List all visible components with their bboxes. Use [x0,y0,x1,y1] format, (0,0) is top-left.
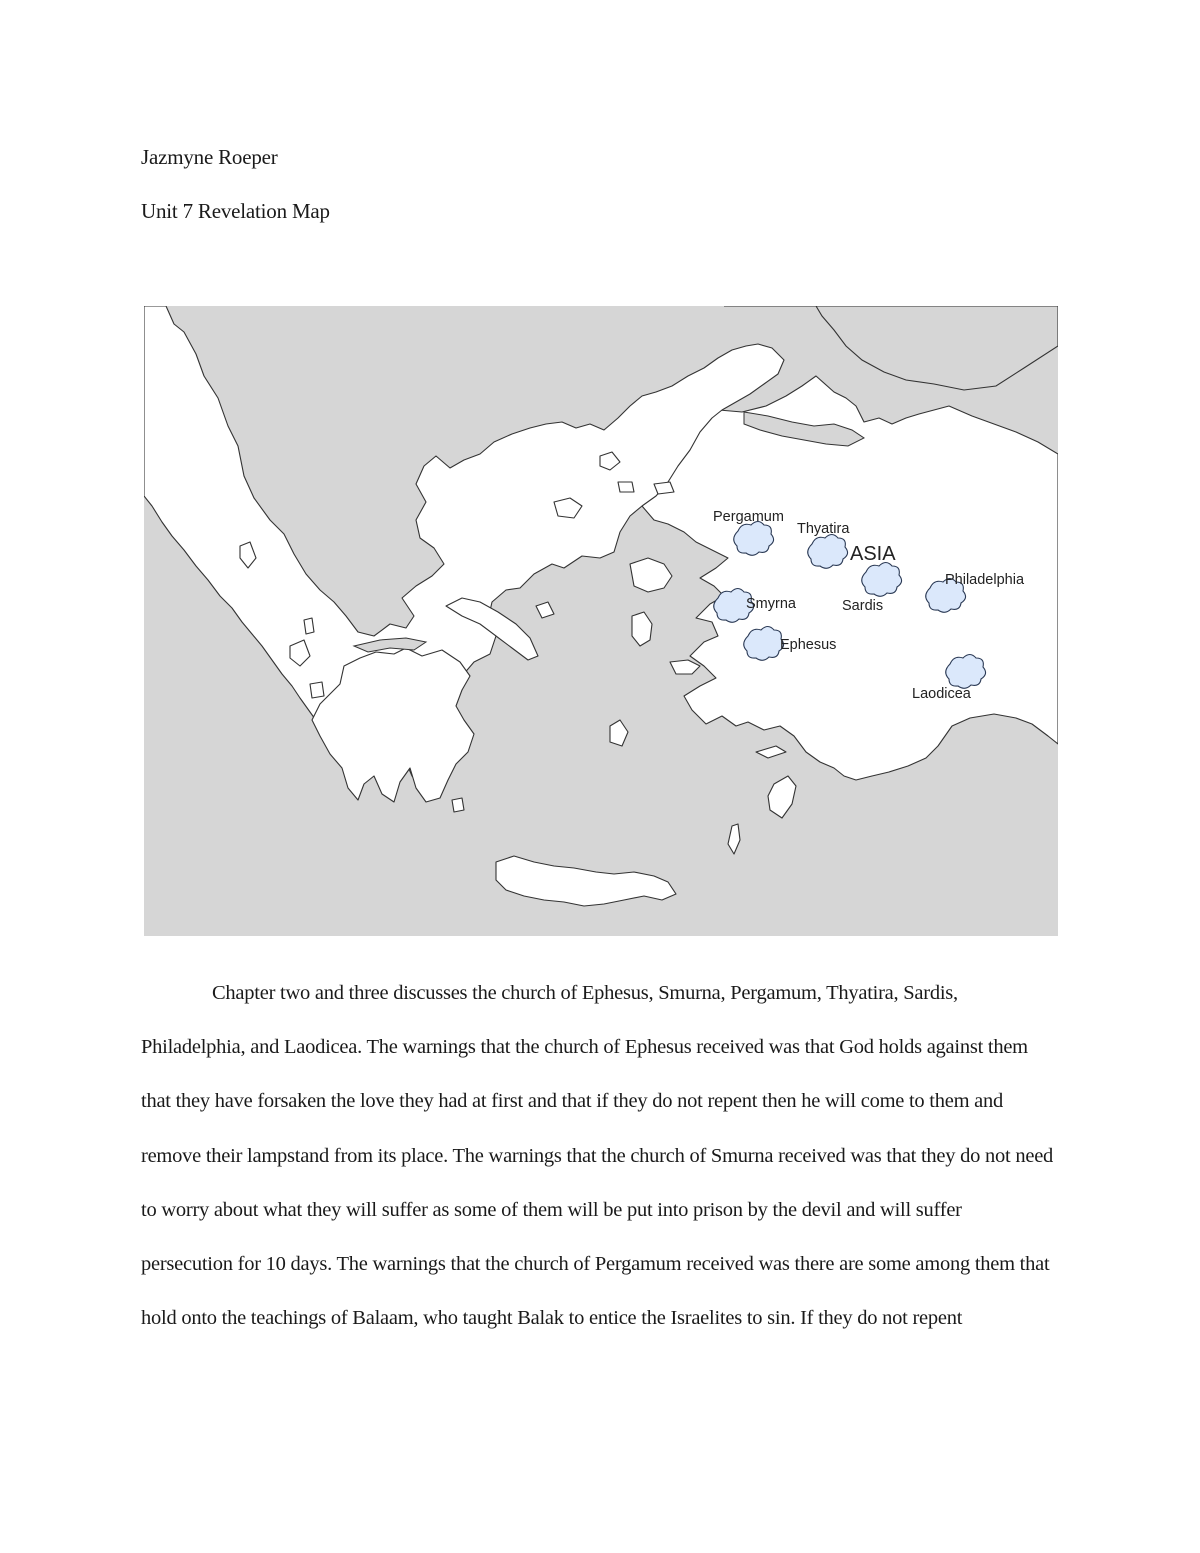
kythira-island [452,798,464,812]
city-label-thyatira: Thyatira [797,521,850,537]
zakynthos-island [310,682,324,698]
lesbos-island [630,558,672,592]
document-title: Unit 7 Revelation Map [141,199,330,223]
region-label-asia: ASIA [850,543,896,565]
samos-island [670,660,700,674]
karpathos-island [728,824,740,854]
chios-island [632,612,652,646]
crete-island [496,856,676,906]
author-name: Jazmyne Roeper [141,145,278,169]
essay-paragraph: Chapter two and three discusses the church of Ephesus, Smurna, Pergamum, Thyatira, Sardis, Philadelphia, and Laodicea. The warnings that the church of Ephesus received was that God holds against them that they have forsaken the love they had at first and that if they do not repent then he will come to them and remove their lampstand from its place. The warnings that the church of Smurna received was that they do not need to worry about what they will suffer as some of them will be put into prison by the devil and will suffer persecution for 10 days. The warnings that the church of Pergamum received was there are some among them that hold onto the teachings of Balaam, who taught Balak to entice the Israelites to sin. If they do not repent [141,982,1054,1330]
city-label-pergamum: Pergamum [713,509,784,525]
city-label-sardis: Sardis [842,598,884,614]
kos-island [756,746,786,758]
lefkada-island [304,618,314,634]
city-label-ephesus: Ephesus [780,637,837,653]
city-label-smyrna: Smyrna [746,596,796,612]
naxos-island [610,720,628,746]
map-svg [144,306,1058,936]
skyros-island [536,602,554,618]
city-label-philadelphia: Philadelphia [945,572,1025,588]
samothrace-island [618,482,634,492]
rhodes-island [768,776,796,818]
city-label-laodicea: Laodicea [912,686,971,702]
essay-body [141,966,1056,1345]
revelation-map [144,306,1058,936]
imbros-island [654,482,674,494]
